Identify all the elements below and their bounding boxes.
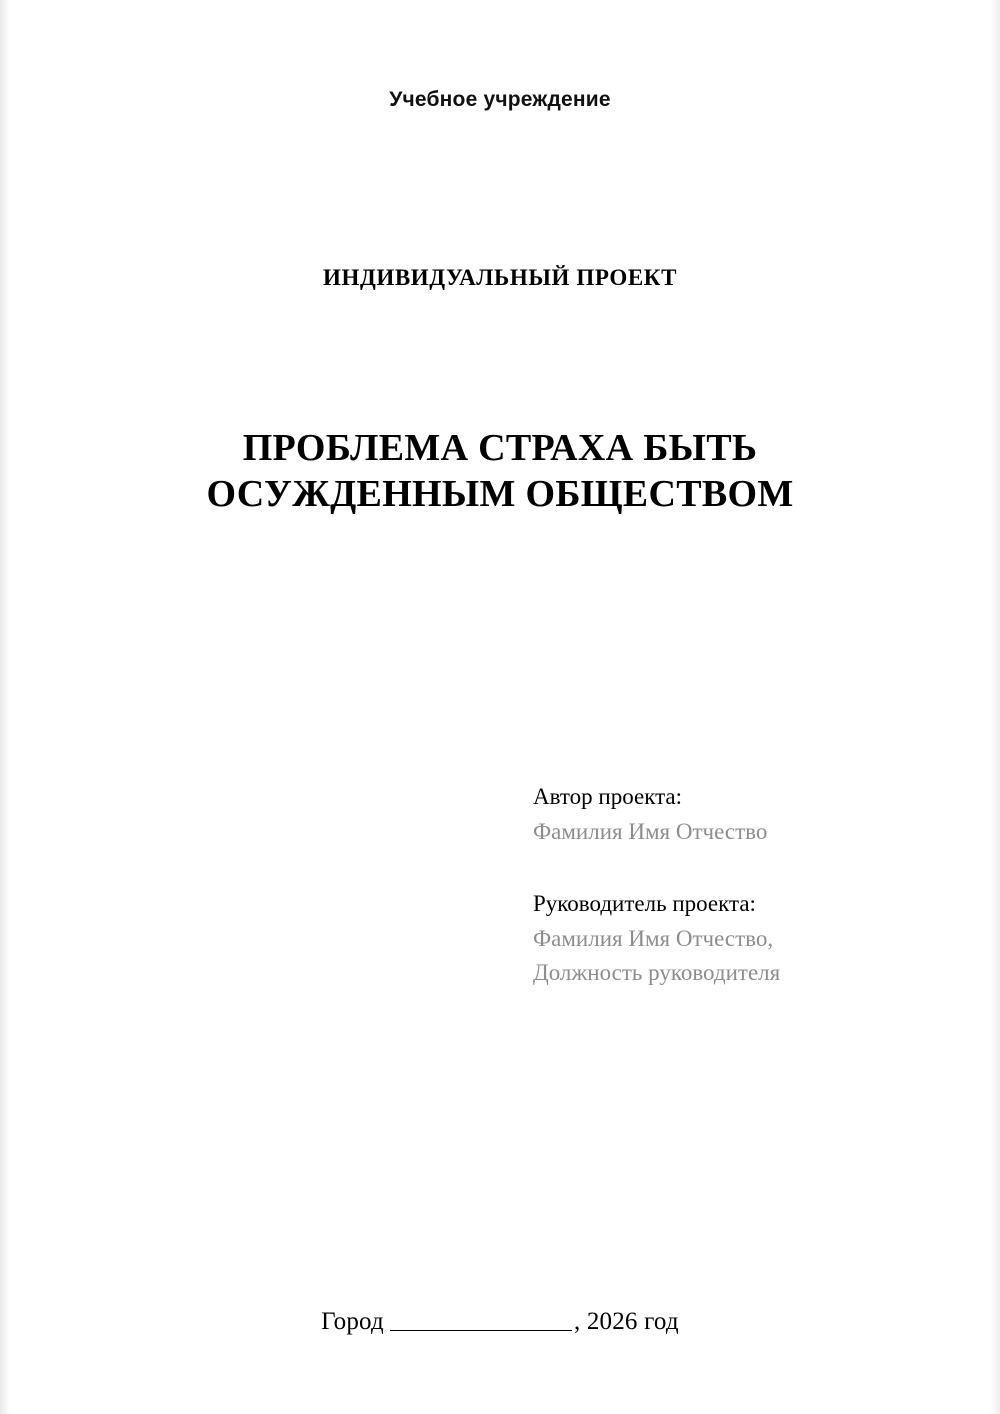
page-title-line-1: ПРОБЛЕМА СТРАХА БЫТЬ: [242, 427, 758, 469]
supervisor-value-line-2: Должность руководителя: [533, 960, 781, 985]
supervisor-value-line-1: Фамилия Имя Отчество,: [533, 925, 774, 951]
author-block: [533, 780, 953, 849]
city-blank-line: [390, 1329, 572, 1331]
city-label: Город: [321, 1308, 384, 1335]
footer-city-year: [0, 1308, 1000, 1336]
author-label: Автор проекта:: [533, 784, 682, 809]
author-value: Фамилия Имя Отчество: [533, 818, 768, 844]
credits-block: [533, 780, 953, 991]
document-type: ИНДИВИДУАЛЬНЫЙ ПРОЕКТ: [322, 265, 678, 290]
institution-name: Учебное учреждение: [389, 88, 611, 111]
page-title-line-2: ОСУЖДЕННЫМ ОБЩЕСТВОМ: [206, 473, 794, 516]
supervisor-label: Руководитель проекта:: [533, 891, 756, 916]
page-title: [110, 425, 890, 518]
year-text: , 2026 год: [573, 1308, 679, 1335]
supervisor-block: [533, 887, 953, 991]
